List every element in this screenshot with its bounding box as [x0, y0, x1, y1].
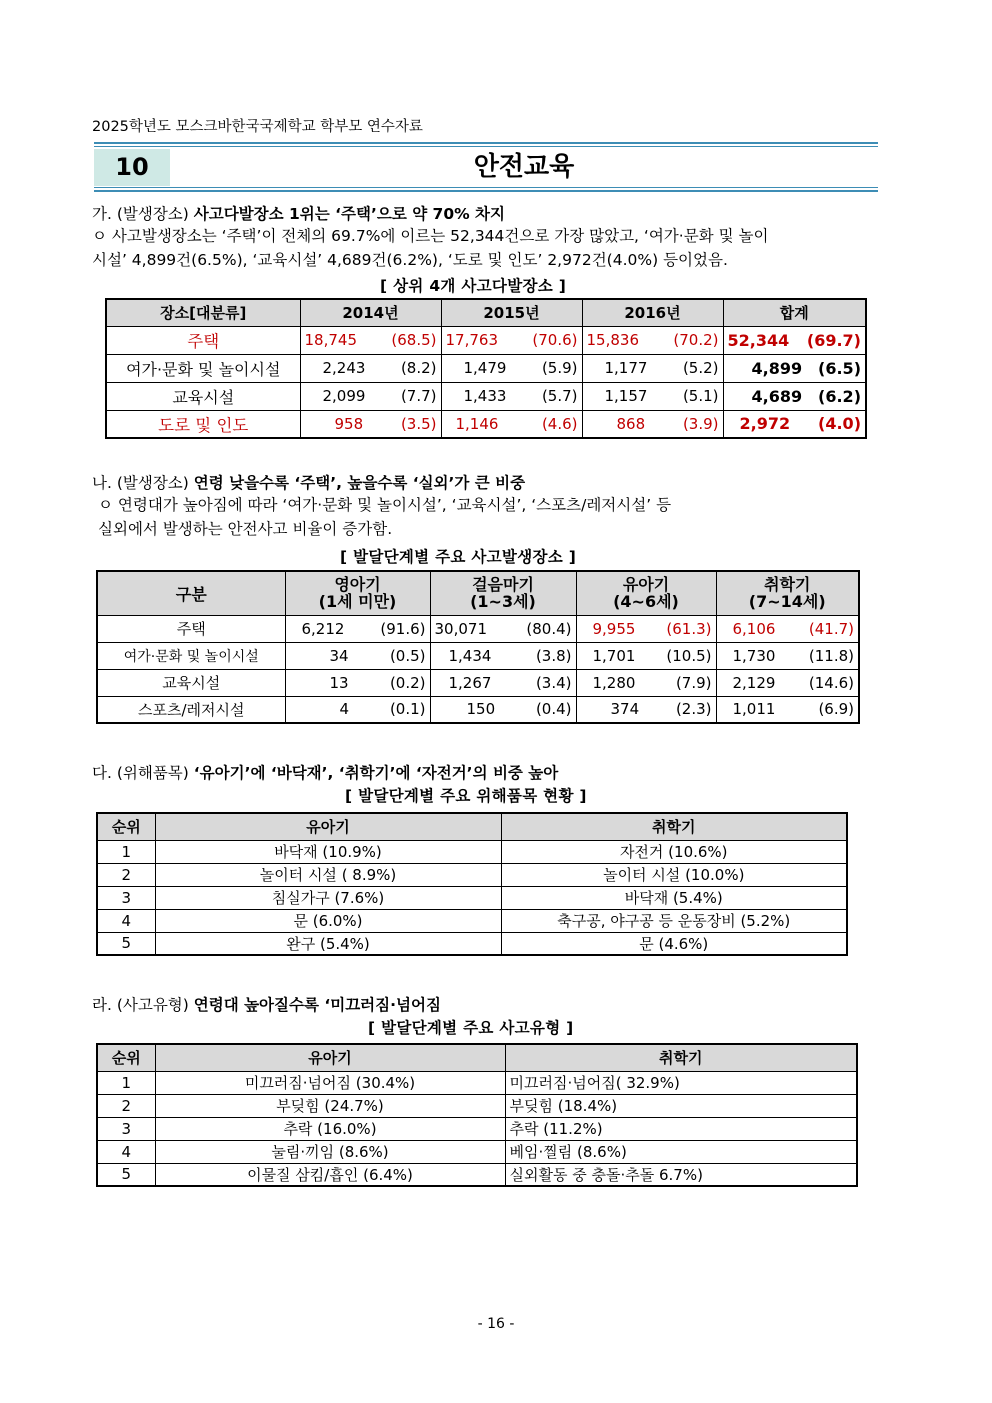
section-c-heading: 다. (위해품목) ‘유아기’에 ‘바닥재’, ‘취학기’에 ‘자전거’의 비중 높아	[92, 764, 559, 782]
table-row: 주택 18,745 (68.5) 17,763 (70.6) 15,836 (70.2) 52,344 (69.7)	[106, 326, 866, 354]
table-row: 4 눌림·끼임 (8.6%) 베임·찔림 (8.6%)	[97, 1140, 857, 1163]
table-row: 도로 및 인도 958 (3.5) 1,146 (4.6) 868 (3.9) 2,972 (4.0)	[106, 410, 866, 438]
section-a-text-2: 시설’ 4,899건(6.5%), ‘교육시설’ 4,689건(6.2%), ‘도로 및 인도’ 2,972건(4.0%) 등이었음.	[92, 251, 728, 269]
table-b-caption: [ 발달단계별 주요 사고발생장소 ]	[340, 548, 577, 566]
table-top-accident-places	[105, 298, 867, 439]
section-banner	[94, 142, 878, 194]
table-accident-types	[96, 1043, 858, 1187]
table-row: 3 침실가구 (7.6%) 바닥재 (5.4%)	[97, 886, 847, 909]
col-header: 유아기 (4~6세)	[576, 571, 716, 615]
col-header: 유아기	[155, 813, 501, 840]
table-row: 2 부딪힘 (24.7%) 부딪힘 (18.4%)	[97, 1094, 857, 1117]
table-row: 3 추락 (16.0%) 추락 (11.2%)	[97, 1117, 857, 1140]
table-places-by-stage	[96, 570, 860, 724]
document-header: 2025학년도 모스크바한국국제학교 학부모 연수자료	[92, 119, 423, 135]
col-header: 취학기 (7~14세)	[716, 571, 859, 615]
section-title: 안전교육	[473, 152, 575, 182]
section-a-text-1: ㅇ 사고발생장소는 ‘주택’이 전체의 69.7%에 이르는 52,344건으로 가장 많았고, ‘여가·문화 및 놀이	[92, 227, 769, 245]
col-header: 2015년	[441, 299, 582, 326]
col-header: 합계	[723, 299, 866, 326]
table-row: 1 미끄러짐·넘어짐 (30.4%) 미끄러짐·넘어짐( 32.9%)	[97, 1071, 857, 1094]
table-row: 여가·문화 및 놀이시설 2,243 (8.2) 1,479 (5.9) 1,177 (5.2) 4,899 (6.5)	[106, 354, 866, 382]
table-row: 5 완구 (5.4%) 문 (4.6%)	[97, 932, 847, 955]
col-header: 취학기	[505, 1044, 857, 1071]
page-number: - 16 -	[477, 1316, 515, 1332]
table-hazard-items	[96, 812, 848, 956]
col-header: 취학기	[501, 813, 847, 840]
table-row: 여가·문화 및 놀이시설 34 (0.5) 1,434 (3.8) 1,701 (10.5) 1,730 (11.8)	[97, 642, 859, 669]
table-row: 2 놀이터 시설 ( 8.9%) 놀이터 시설 (10.0%)	[97, 863, 847, 886]
col-header: 걸음마기 (1~3세)	[430, 571, 576, 615]
col-header: 장소[대분류]	[106, 299, 300, 326]
section-b-text-1: ㅇ 연령대가 높아짐에 따라 ‘여가·문화 및 놀이시설’, ‘교육시설’, ‘스포츠/레저시설’ 등	[98, 496, 672, 514]
col-header: 영아기 (1세 미만)	[285, 571, 430, 615]
section-d-heading: 라. (사고유형) 연령대 높아질수록 ‘미끄러짐·넘어짐	[92, 996, 441, 1014]
table-a-caption: [ 상위 4개 사고다발장소 ]	[380, 277, 567, 295]
col-header: 순위	[97, 1044, 155, 1071]
table-d-caption: [ 발달단계별 주요 사고유형 ]	[368, 1019, 574, 1037]
table-row: 1 바닥재 (10.9%) 자전거 (10.6%)	[97, 840, 847, 863]
table-row: 4 문 (6.0%) 축구공, 야구공 등 운동장비 (5.2%)	[97, 909, 847, 932]
section-b-text-2: 실외에서 발생하는 안전사고 비율이 증가함.	[98, 520, 393, 538]
section-a-heading: 가. (발생장소) 사고다발장소 1위는 ‘주택’으로 약 70% 차지	[92, 205, 506, 223]
section-number: 10	[94, 149, 170, 186]
col-header: 2016년	[582, 299, 723, 326]
table-row: 교육시설 13 (0.2) 1,267 (3.4) 1,280 (7.9) 2,129 (14.6)	[97, 669, 859, 696]
table-row: 주택 6,212 (91.6) 30,071 (80.4) 9,955 (61.3) 6,106 (41.7)	[97, 615, 859, 642]
table-row: 스포츠/레저시설 4 (0.1) 150 (0.4) 374 (2.3) 1,011 (6.9)	[97, 696, 859, 723]
table-c-caption: [ 발달단계별 주요 위해품목 현황 ]	[345, 787, 587, 805]
table-row: 교육시설 2,099 (7.7) 1,433 (5.7) 1,157 (5.1) 4,689 (6.2)	[106, 382, 866, 410]
col-header: 2014년	[300, 299, 441, 326]
col-header: 유아기	[155, 1044, 505, 1071]
col-header: 구분	[97, 571, 285, 615]
col-header: 순위	[97, 813, 155, 840]
table-row: 5 이물질 삼킴/흡인 (6.4%) 실외활동 중 충돌·추돌 6.7%)	[97, 1163, 857, 1186]
section-b-heading: 나. (발생장소) 연령 낮을수록 ‘주택’, 높을수록 ‘실외’가 큰 비중	[92, 474, 526, 492]
